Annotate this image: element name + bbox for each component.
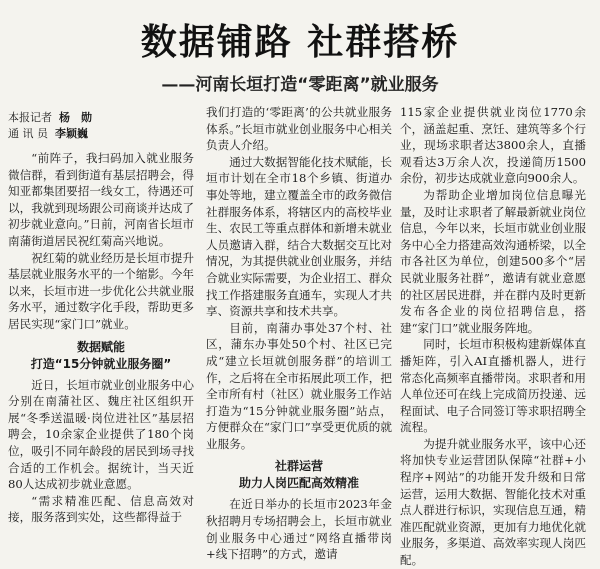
article-column-1 [8,110,194,526]
paragraph: 近日，长垣市就业创业服务中心分别在南蒲社区、魏庄社区组织开展“冬季送温暖·岗位进社区”基层招聘会，10余家企业提供了180个岗位，吸引不同年龄段的居民到场寻找合适的工作机会。据统计，当天近80人达成初步就业意愿。 [8,377,194,492]
correspondent-name: 李颖巍 [55,127,88,140]
section-heading-line: 数据赋能 [76,339,125,354]
paragraph: 为帮助企业增加岗位信息曝光量，及时让求职者了解最新就业岗位信息，今年以来，长垣市就业创业服务中心全力搭建高效沟通桥梁，以全市各社区为单位，创建500多个“居民就业服务社群”，邀请有就业意愿的社区居民进群，并在群内及时更新发布各企业的岗位招聘信息，搭建“家门口”就业服务阵地。 [400,187,586,335]
headline-subtitle: ——河南长垣打造“零距离”就业服务 [161,75,439,95]
paragraph: 在近日举办的长垣市2023年金秋招聘月专场招聘会上，长垣市就业创业服务中心通过“网络直播带岗+线下招聘”的方式，邀请 [206,497,392,562]
byline-correspondent [8,126,194,142]
article-column-3 [400,104,586,569]
correspondent-label: 通 讯 员 [8,127,48,140]
paragraph: 目前，南蒲办事处37个村、社区，蒲东办事处50个村、社区已完成“建立长垣就创服务群”的培训工作，之后将在全市拓展此项工作，把全市所有村（社区）就业服务工作站打造为“15分钟就业服务圈”站点，方便群众在“家门口”享受更优质的就业服务。 [206,320,392,451]
paragraph: 115家企业提供就业岗位1770余个，涵盖起重、烹饪、建筑等多个行业，现场求职者达3800余人，直播观看达3万余人次，投递简历1500余份，初步达成就业意向900余人。 [400,105,586,186]
paragraph: 祝红菊的就业经历是长垣市提升基层就业服务水平的一个缩影。今年以来，长垣市进一步优化公共就业服务水平，通过数字化手段，帮助更多居民实现“家门口”就业。 [8,250,194,331]
reporter-label: 本报记者 [8,111,52,124]
section-heading-line: 助力人岗匹配高效精准 [238,476,359,491]
section-heading-line: 社群运营 [274,459,323,474]
paragraph: 为提升就业服务水平，该中心还将加快专业运营团队保障“社群+小程序+网站”的功能开发升级和日常运营，运用大数据、智能化技术对重点人群进行标识，实现信息互通，精准匹配就业资源，更加有力地优化就业服务，多渠道、高效率实现人岗匹配。 [400,436,586,568]
paragraph: 我们打造的‘零距离’的公共就业服务体系。”长垣市就业创业服务中心相关负责人介绍。 [206,105,392,153]
paragraph: 同时，长垣市积极构建新媒体直播矩阵，引入AI直播机器人，进行常态化高频率直播带岗。求职者和用人单位还可在线上完成简历投递、远程面试、电子合同签订等求职招聘全流程。 [400,337,586,435]
section-heading-1 [8,339,194,373]
article-column-2 [206,104,392,563]
headline-title: 数据铺路 社群搭桥 [140,21,460,63]
byline-reporter [8,110,194,126]
paragraph: 通过大数据智能化技术赋能，长垣市计划在全市18个乡镇、街道办事处等地，建立覆盖全市的政务微信社群服务体系，将辖区内的高校毕业生、农民工等重点群体和新增未就业人员邀请入群，结合大数据交互比对情况，为其提供就业创业服务，并结合就业实际需要，为企业招工、群众找工作搭建服务直通车，实现人才共享、资源共享和技术共享。 [206,154,392,319]
section-heading-2 [206,458,392,492]
reporter-name: 杨 勋 [59,111,92,124]
section-heading-line: 打造“15分钟就业服务圈” [30,356,172,371]
paragraph: “需求精准匹配、信息高效对接，服务落到实处，这些都得益于 [8,493,194,525]
paragraph: “前阵子，我扫码加入就业服务微信群，看到街道有基层招聘会，得知亚都集团要招一线女工，待遇还可以，我就到现场跟公司商谈并达成了初步就业意向。”日前，河南省长垣市南蒲街道居民祝红菊高兴地说。 [8,151,194,248]
